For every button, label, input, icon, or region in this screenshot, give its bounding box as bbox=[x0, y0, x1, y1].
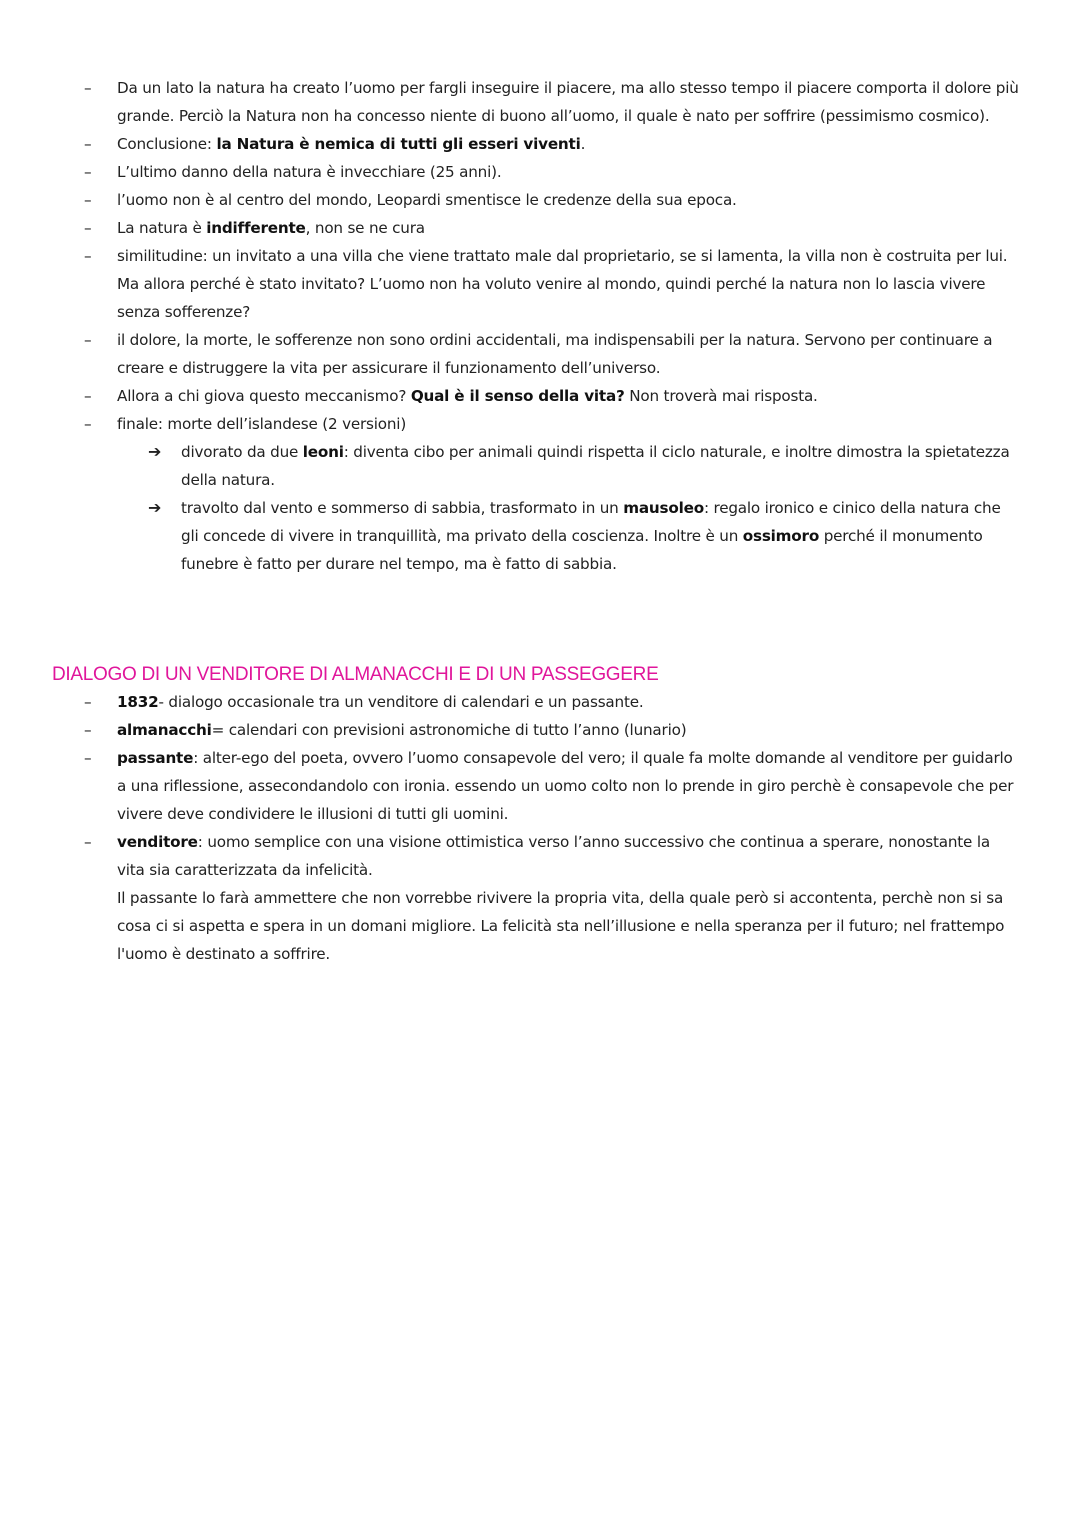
bold-text: 1832 bbox=[117, 693, 159, 711]
bold-text: almanacchi bbox=[117, 721, 212, 739]
sub-list bbox=[117, 438, 1022, 578]
list-item bbox=[0, 382, 1080, 410]
list-item bbox=[0, 410, 1080, 578]
dash-bullet: – bbox=[84, 163, 92, 181]
item-text: La natura è indifferente, non se ne cura bbox=[117, 219, 425, 237]
section-islandese-notes bbox=[0, 74, 1080, 578]
dash-bullet: – bbox=[84, 721, 92, 739]
dash-bullet: – bbox=[84, 387, 92, 405]
dash-bullet: – bbox=[84, 415, 92, 433]
item-text: 1832- dialogo occasionale tra un venditore di calendari e un passante. bbox=[117, 693, 644, 711]
dash-bullet: – bbox=[84, 135, 92, 153]
bullet-list bbox=[0, 688, 1080, 968]
bullet-list bbox=[0, 74, 1080, 578]
item-text: similitudine: un invitato a una villa che viene trattato male dal proprietario, se si lamenta, la villa non è costruita per lui. Ma allora perché è stato invitato? L’uomo non ha voluto venire al mondo, quindi perché la natura non lo lascia vivere senza sofferenze? bbox=[117, 247, 1008, 321]
item-text: passante: alter-ego del poeta, ovvero l’uomo consapevole del vero; il quale fa molte domande al venditore per guidarlo a una riflessione, assecondandolo con ironia. essendo un uomo colto non lo prende in giro perchè è consapevole che per vivere deve condividere le illusioni di tutti gli uomini. bbox=[117, 749, 1014, 823]
sub-list-item: ➔ travolto dal vento e sommerso di sabbia, trasformato in un mausoleo: regalo ironico e cinico della natura che gli concede di vivere in tranquillità, ma privato della coscienza. Inoltre è un ossimoro perché il monumento funebre è fatto per durare nel tempo, ma è fatto di sabbia. bbox=[181, 494, 1022, 578]
section-almanacchi bbox=[0, 662, 1080, 968]
list-item bbox=[0, 716, 1080, 744]
dash-bullet: – bbox=[84, 219, 92, 237]
list-item bbox=[0, 326, 1080, 382]
list-item bbox=[0, 158, 1080, 186]
item-text: L’ultimo danno della natura è invecchiare (25 anni). bbox=[117, 163, 502, 181]
item-text: almanacchi= calendari con previsioni astronomiche di tutto l’anno (lunario) bbox=[117, 721, 687, 739]
item-continuation-text: Il passante lo farà ammettere che non vorrebbe rivivere la propria vita, della quale però si accontenta, perchè non si sa cosa ci si aspetta e spera in un domani migliore. La felicità sta nell’illusione e nella speranza per il futuro; nel frattempo l'uomo è destinato a soffrire. bbox=[117, 889, 1005, 963]
dash-bullet: – bbox=[84, 833, 92, 851]
arrow-right-icon: ➔ bbox=[148, 498, 162, 517]
dash-bullet: – bbox=[84, 749, 92, 767]
bold-text: la Natura è nemica di tutti gli esseri viventi bbox=[216, 135, 581, 153]
sub-list-item: ➔ divorato da due leoni: diventa cibo per animali quindi rispetta il ciclo naturale, e inoltre dimostra la spietatezza della natura. bbox=[181, 438, 1022, 494]
section-heading: DIALOGO DI UN VENDITORE DI ALMANACCHI E DI UN PASSEGGERE bbox=[52, 664, 659, 685]
bold-text: leoni bbox=[302, 443, 344, 461]
list-item bbox=[0, 186, 1080, 214]
arrow-right-icon: ➔ bbox=[148, 442, 162, 461]
item-text: il dolore, la morte, le sofferenze non sono ordini accidentali, ma indispensabili per la natura. Servono per continuare a creare e distruggere la vita per assicurare il funzionamento dell’universo. bbox=[117, 331, 993, 377]
item-text: finale: morte dell’islandese (2 versioni) bbox=[117, 415, 407, 433]
bold-text: ossimoro bbox=[742, 527, 820, 545]
list-item bbox=[0, 688, 1080, 716]
list-item bbox=[0, 744, 1080, 828]
item-text: l’uomo non è al centro del mondo, Leopardi smentisce le credenze della sua epoca. bbox=[117, 191, 737, 209]
bold-text: Qual è il senso della vita? bbox=[410, 387, 625, 405]
bold-text: indifferente bbox=[206, 219, 306, 237]
list-item bbox=[0, 130, 1080, 158]
dash-bullet: – bbox=[84, 247, 92, 265]
item-text: venditore: uomo semplice con una visione ottimistica verso l’anno successivo che continua a sperare, nonostante la vita sia caratterizzata da infelicità. bbox=[117, 833, 990, 879]
list-item bbox=[0, 242, 1080, 326]
item-text: Allora a chi giova questo meccanismo? Qual è il senso della vita? Non troverà mai risposta. bbox=[117, 387, 818, 405]
item-text: Da un lato la natura ha creato l’uomo per fargli inseguire il piacere, ma allo stesso tempo il piacere comporta il dolore più grande. Perciò la Natura non ha concesso niente di buono all’uomo, il quale è nato per soffrire (pessimismo cosmico). bbox=[117, 79, 1019, 125]
list-item bbox=[0, 214, 1080, 242]
bold-text: passante bbox=[117, 749, 194, 767]
dash-bullet: – bbox=[84, 693, 92, 711]
dash-bullet: – bbox=[84, 79, 92, 97]
item-text: Conclusione: la Natura è nemica di tutti gli esseri viventi. bbox=[117, 135, 586, 153]
dash-bullet: – bbox=[84, 331, 92, 349]
dash-bullet: – bbox=[84, 191, 92, 209]
bold-text: venditore bbox=[117, 833, 198, 851]
list-item bbox=[0, 828, 1080, 968]
bold-text: mausoleo bbox=[623, 499, 704, 517]
list-item bbox=[0, 74, 1080, 130]
